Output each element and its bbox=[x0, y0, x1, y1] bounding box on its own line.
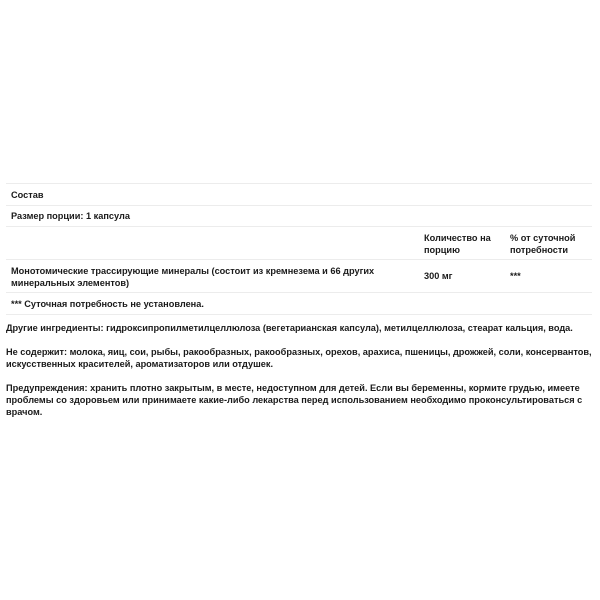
ingredient-amount: 300 мг bbox=[424, 271, 453, 281]
serving-size-row bbox=[6, 205, 592, 226]
table-header-row bbox=[6, 226, 592, 259]
daily-value-column-header: % от суточной потребности bbox=[510, 233, 576, 255]
facts-title: Состав bbox=[11, 190, 44, 200]
footnote: *** Суточная потребность не установлена. bbox=[11, 299, 204, 309]
warnings-text: Предупреждения: хранить плотно закрытым, в месте, недоступном для детей. Если вы беременны, кормите грудью, имеете проблемы со здоровьем или принимаете какие-либо лекарства перед использованием необходимо проконсультироваться с врачом. bbox=[6, 383, 583, 417]
ingredient-daily-value: *** bbox=[510, 271, 521, 281]
amount-column-header: Количество на порцию bbox=[424, 233, 491, 255]
facts-title-row bbox=[6, 183, 592, 205]
does-not-contain-text: Не содержит: молока, яиц, сои, рыбы, ракообразных, ракообразных, орехов, арахиса, пшеницы, дрожжей, соли, консервантов, искусственных красителей, ароматизаторов или отдушек. bbox=[6, 347, 592, 369]
other-ingredients-text: Другие ингредиенты: гидроксипропилметилцеллюлоза (вегетарианская капсула), метилцеллюлоза, стеарат кальция, вода. bbox=[6, 323, 573, 333]
supplement-facts-table bbox=[6, 183, 592, 315]
serving-size: Размер порции: 1 капсула bbox=[11, 211, 130, 221]
table-row bbox=[6, 259, 592, 292]
footnote-row bbox=[6, 292, 592, 315]
ingredient-name: Монотомические трассирующие минералы (состоит из кремнезема и 66 других минеральных элементов) bbox=[11, 266, 375, 288]
